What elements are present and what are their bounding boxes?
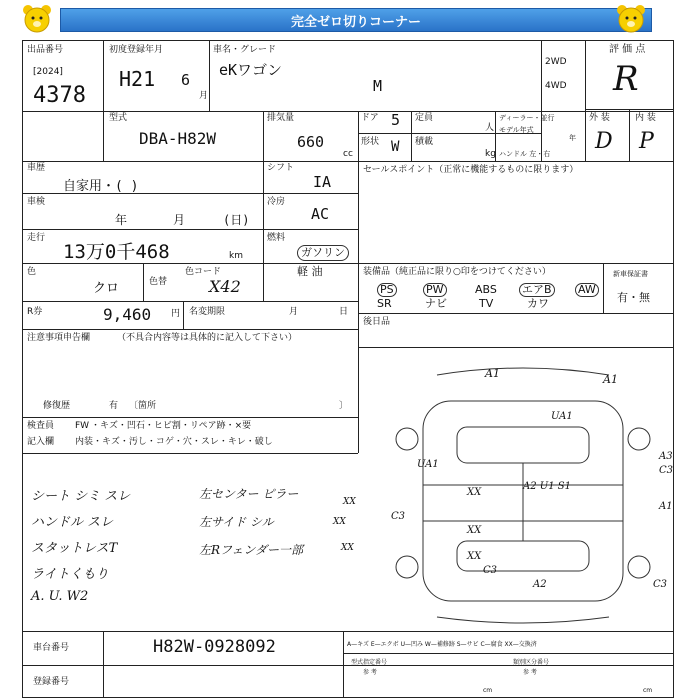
displacement-value: 660 xyxy=(297,133,325,151)
mileage-value: 13万0千468 xyxy=(63,241,170,263)
equipment-label: 装備品（純正品に限り○印をつけてください） xyxy=(363,267,551,277)
ac-label: 冷房 xyxy=(267,197,286,207)
auction-sheet xyxy=(22,40,674,698)
usage-label: 車歴 xyxy=(27,163,46,173)
car-damage-diagram xyxy=(383,361,673,627)
recycle-label: R券 xyxy=(27,307,43,317)
mark-xx-left-front: XX xyxy=(467,487,482,498)
registration-month: 月 xyxy=(289,307,299,317)
legend-ref-2: 参 考 xyxy=(523,669,537,676)
car-name: eKワゴン xyxy=(219,61,283,79)
inspection-year: 年 xyxy=(115,213,128,227)
equip-ps: PS xyxy=(377,283,397,297)
inspector-row1-head: FW xyxy=(75,421,90,431)
load-label: 積載 xyxy=(415,137,434,147)
mark-ua1-left: UA1 xyxy=(417,459,439,470)
banner-title: 完全ゼロ切りコーナー xyxy=(290,15,421,30)
banner-bar xyxy=(60,8,652,32)
notes-sublabel: （不具合内容等は具体的に記入して下さい） xyxy=(117,333,298,343)
lot-label: 出品番号 xyxy=(27,45,64,55)
mark-xx-rear-left: XX xyxy=(467,551,482,562)
year-unit: 年 xyxy=(569,134,576,142)
equip-pw: PW xyxy=(423,283,447,297)
drive-2wd: 2WD xyxy=(545,57,567,67)
aftermarket-label: 後日品 xyxy=(363,317,391,327)
rating-label: 評 価 点 xyxy=(609,44,646,55)
usage-value: 自家用・( ) xyxy=(63,179,139,194)
note-right-mark-3: XX xyxy=(341,543,354,553)
shift-value: IA xyxy=(313,173,332,191)
note-right-1: 左センター ピラー xyxy=(199,487,299,501)
displacement-label: 排気量 xyxy=(267,113,295,123)
equip-tv: TV xyxy=(479,297,494,310)
color-code-value: X42 xyxy=(209,277,241,296)
cc-unit: cc xyxy=(343,149,353,159)
first-reg-month: 6 xyxy=(181,71,191,89)
note-left-4: ライトくもり xyxy=(31,567,109,582)
mileage-label: 走行 xyxy=(27,233,46,243)
mark-a1-right: A1 xyxy=(659,501,673,512)
month-unit: 月 xyxy=(199,91,209,101)
legend-codes: A—キズ E—エクボ U—凹み W—補修跡 S—サビ C—腐食 XX—交換済 xyxy=(347,641,537,648)
legend-ref-1: 参 考 xyxy=(363,669,377,676)
mark-a1-front-right: A1 xyxy=(603,373,618,386)
selling-points-label: セールスポイント（正常に機能するものに限ります） xyxy=(363,165,579,175)
equip-navi: ナビ xyxy=(425,297,447,310)
mark-ua1-hood: UA1 xyxy=(551,411,573,422)
person-unit: 人 xyxy=(485,123,495,133)
note-left-3: スタットレスT xyxy=(31,541,118,556)
mark-xx-left-rear: XX xyxy=(467,525,482,536)
doors-label: ドア xyxy=(361,113,379,123)
mark-a1-front-left: A1 xyxy=(485,367,500,380)
registration-no-label: 登録番号 xyxy=(33,677,70,687)
lot-number: 4378 xyxy=(33,83,86,108)
registration-label: 名変期限 xyxy=(189,307,226,317)
note-left-5: A. U. W2 xyxy=(31,589,89,604)
lot-year: [2024] xyxy=(33,67,63,77)
first-reg-year: H21 xyxy=(119,67,156,91)
car-name-label: 車名・グレード xyxy=(213,45,277,55)
warranty-value: 有・無 xyxy=(617,291,650,304)
note-left-2: ハンドル スレ xyxy=(31,515,114,530)
registration-day: 日 xyxy=(339,307,349,317)
kg-unit: kg xyxy=(485,149,496,159)
doors-value: 5 xyxy=(391,111,401,129)
note-right-3: 左Rフェンダー一部 xyxy=(199,543,303,557)
grade: M xyxy=(373,77,383,95)
dealer-label: ディーラー・並行 xyxy=(499,114,555,122)
inspection-label: 車検 xyxy=(27,197,46,207)
rating-value: R xyxy=(613,59,639,99)
legend-type-label: 型式指定番号 xyxy=(351,659,388,666)
repair-place: 〔箇所 xyxy=(129,401,157,411)
chassis-value: H82W-0928092 xyxy=(153,637,276,657)
color-value: クロ xyxy=(93,281,120,296)
inspector-row2: ・キズ・汚し・コゲ・穴・スレ・キレ・破し xyxy=(93,437,273,447)
first-reg-label: 初度登録年月 xyxy=(109,45,164,55)
legend-cm-1: cm xyxy=(483,687,493,694)
mark-c3-right: C3 xyxy=(659,465,674,476)
bear-mascot-icon xyxy=(20,2,54,36)
inspector-row1: ・キズ・凹石・ヒビ割・リペア跡・×要 xyxy=(91,421,252,431)
bear-mascot-icon xyxy=(614,2,648,36)
shift-label: シフト xyxy=(267,163,295,173)
inspector-label: 検査員 xyxy=(27,421,55,431)
mark-c3-rear-right: C3 xyxy=(653,579,668,590)
exterior-grade: D xyxy=(595,129,613,154)
shape-label: 形状 xyxy=(361,137,380,147)
km-unit: km xyxy=(229,251,243,261)
fuel-label: 燃料 xyxy=(267,233,286,243)
mark-a3-right: A3 xyxy=(659,451,673,462)
inspection-day: (日) xyxy=(223,213,250,227)
note-left-1: シート シミ スレ xyxy=(31,489,131,504)
interior-label: 内 装 xyxy=(635,113,656,123)
legend-cm-2: cm xyxy=(643,687,653,694)
capacity-label: 定員 xyxy=(415,113,434,123)
color-label: 色 xyxy=(27,267,37,277)
color-change-label: 色替 xyxy=(149,277,168,287)
model-label: 型式 xyxy=(109,113,128,123)
recycle-value: 9,460 xyxy=(103,305,152,324)
fuel-diesel: 軽 油 xyxy=(297,265,323,278)
equip-abs: ABS xyxy=(475,283,497,296)
model-year-label: モデル年式 xyxy=(499,126,534,134)
entry-label: 記入欄 xyxy=(27,437,55,447)
shape-value: W xyxy=(391,139,400,155)
note-right-mark-2: XX xyxy=(333,517,346,527)
mark-a2-rear: A2 xyxy=(533,579,547,590)
mark-c3-rear-left: C3 xyxy=(483,565,498,576)
note-right-2: 左サイド シル xyxy=(199,515,274,529)
color-code-label: 色コード xyxy=(185,267,222,277)
mark-roof: A2 U1 S1 xyxy=(523,481,571,492)
model-value: DBA-H82W xyxy=(139,129,217,148)
note-right-mark-1: XX xyxy=(343,497,356,507)
equip-leather: カワ xyxy=(527,297,549,310)
mark-c3-left: C3 xyxy=(391,511,406,522)
equip-airbag: エアB xyxy=(519,283,555,297)
repair-value: 有 xyxy=(109,401,119,411)
banner xyxy=(0,0,700,40)
drive-4wd: 4WD xyxy=(545,81,567,91)
chassis-label: 車台番号 xyxy=(33,643,70,653)
repair-label: 修復歴 xyxy=(43,401,71,411)
ac-value: AC xyxy=(311,205,330,223)
equip-sr: SR xyxy=(377,297,392,310)
handle-label: ハンドル 左・右 xyxy=(499,150,551,158)
equip-aw: AW xyxy=(575,283,599,297)
exterior-label: 外 装 xyxy=(589,113,610,123)
notes-label: 注意事項申告欄 xyxy=(27,333,91,343)
warranty-label: 新車保証書 xyxy=(613,270,648,278)
fuel-gas: ガソリン xyxy=(297,245,349,261)
inspector-row2-head: 内装 xyxy=(75,437,94,447)
repair-close: 〕 xyxy=(339,401,349,411)
legend-category-label: 類別区分番号 xyxy=(513,659,550,666)
inspection-month: 月 xyxy=(173,213,186,227)
interior-grade: P xyxy=(639,129,654,154)
yen-unit: 円 xyxy=(171,309,181,319)
